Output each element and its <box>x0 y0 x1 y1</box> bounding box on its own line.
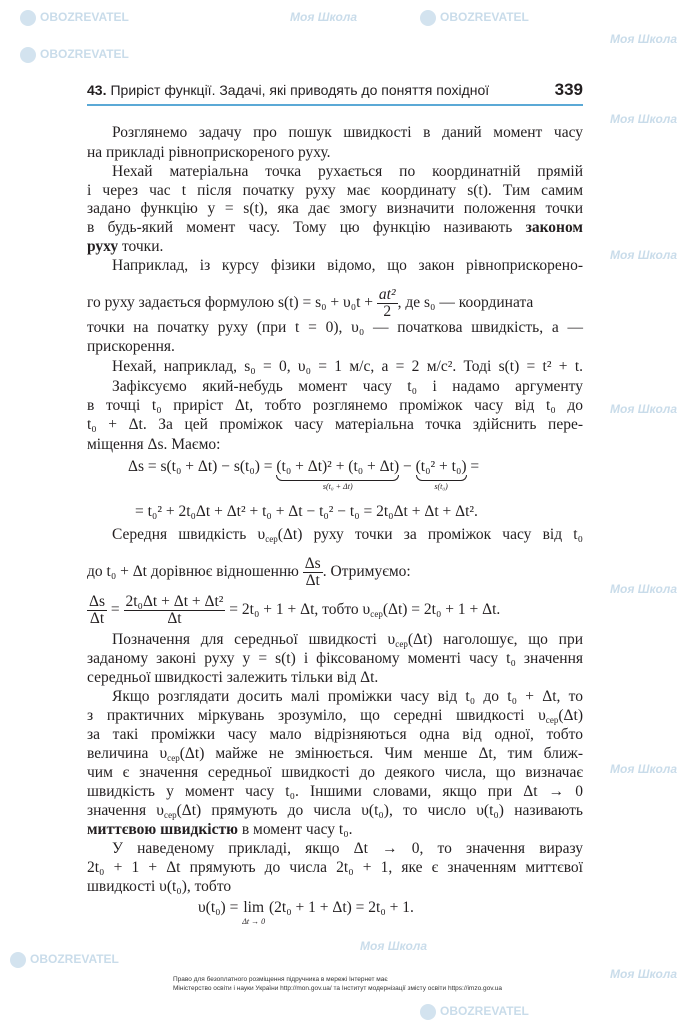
text: , де s₀ — координата <box>397 294 534 312</box>
watermark: Моя Школа <box>360 939 428 953</box>
text-line: t₀ + Δt. За цей проміжок часу матеріальна точка здійснить пере- <box>87 416 583 433</box>
watermark-text: OBOZREVATEL <box>440 1004 529 1018</box>
fraction <box>87 594 107 627</box>
watermark <box>20 8 129 26</box>
text: (Δt) руху точки за проміжок часу від t₀ <box>277 526 583 543</box>
denominator: Δt <box>167 610 182 627</box>
fraction <box>124 594 226 627</box>
text-line <box>87 238 583 256</box>
text: Позначення для середньої швидкості υ <box>112 631 396 648</box>
text-line: швидкість у момент часу t₀. Іншими словами, якщо при Δt → 0 <box>87 783 583 800</box>
term-bold: руху <box>87 238 119 255</box>
text: = 2t₀ + 1 + Δt, тобто υ <box>225 601 371 619</box>
text: (Δt) наголошує, що при <box>407 631 583 648</box>
text-line: Зафіксуємо який-небудь момент часу t₀ і надамо аргументу <box>112 378 583 395</box>
text-line: на прикладі рівноприскореного руху. <box>87 144 331 161</box>
watermark: Моя Школа <box>610 112 678 126</box>
subscript: сер <box>370 609 383 620</box>
text-line: чим є значення середньої швидкості до деякого числа, що визначає <box>87 764 583 781</box>
text: в будь-який момент часу. Тому цю функцію називають <box>87 219 526 236</box>
running-header <box>87 81 583 99</box>
formula-expansion: = t₀² + 2t₀Δt + Δt² + t₀ + Δt − t₀² − t₀ = 2t₀Δt + Δt + Δt². <box>135 503 478 520</box>
numerator: 2t₀Δt + Δt + Δt² <box>125 593 224 610</box>
text: з практичних міркувань зрозуміло, що середні швидкості υ <box>87 707 546 724</box>
lim-text: lim <box>243 899 264 916</box>
watermark <box>10 950 119 968</box>
text: (Δt) <box>558 707 583 724</box>
text: = <box>466 458 480 475</box>
text-line: Розглянемо задачу про пошук швидкості в даний момент часу <box>112 124 583 141</box>
page-number: 339 <box>554 80 583 99</box>
header-rule <box>87 104 583 106</box>
term-bold: законом <box>525 219 583 236</box>
numerator: Δs <box>304 555 321 572</box>
text-line: і через час t після початку руху має координату s(t). Тим самим <box>87 182 583 199</box>
footer-line: Міністерство освіти і науки України http://mon.gov.ua/ та Інститут модернізації змісту освіти https://imzo.gov.ua <box>173 985 503 992</box>
text: (Δt) = 2t₀ + 1 + Δt. <box>382 601 501 619</box>
text-line: Якщо розглядати досить малі проміжки часу від t₀ до t₀ + Δt, то <box>112 688 583 705</box>
text: величина υ <box>87 745 168 762</box>
term-bold: миттєвою швидкістю <box>87 821 238 838</box>
text: . Отримуємо: <box>322 563 411 581</box>
text: го руху задається формулою s(t) = s₀ + υ₀t + <box>87 294 377 312</box>
watermark-logo-icon <box>10 952 26 968</box>
text-line-formula <box>87 556 583 589</box>
watermark: Моя Школа <box>610 762 678 776</box>
denominator: Δt <box>89 610 105 627</box>
subscript: сер <box>395 639 408 649</box>
text: в момент часу t₀. <box>237 821 353 838</box>
text-line: швидкості υ(t₀), тобто <box>87 878 232 895</box>
denominator: 2 <box>383 303 392 320</box>
watermark-logo-icon <box>420 10 436 26</box>
underbrace <box>276 458 400 491</box>
watermark-text: OBOZREVATEL <box>40 47 129 61</box>
brace-mark <box>276 475 399 481</box>
fraction <box>303 556 323 589</box>
watermark: Моя Школа <box>610 248 678 262</box>
text-line <box>112 526 583 544</box>
text-line <box>87 745 583 763</box>
subscript: сер <box>265 534 278 544</box>
text-line: середньої швидкості залежить тільки від Δt. <box>87 669 379 686</box>
watermark-text: OBOZREVATEL <box>40 10 129 24</box>
text: до t₀ + Δt дорівнює відношенню <box>87 563 303 581</box>
text: точки. <box>118 238 164 255</box>
text-line <box>87 802 583 820</box>
text-line <box>87 707 583 725</box>
watermark: Моя Школа <box>610 402 678 416</box>
subscript: сер <box>163 810 177 820</box>
limit <box>242 899 265 926</box>
text-line: точки на початку руху (при t = 0), υ₀ — початкова швидкість, a — <box>87 319 583 336</box>
section-title: Приріст функції. Задачі, які приводять до поняття похідної <box>110 82 490 98</box>
watermark-logo-icon <box>20 47 36 63</box>
text-line: Нехай, наприклад, s₀ = 0, υ₀ = 1 м/с, a = 2 м/с². Тоді s(t) = t² + t. <box>112 358 583 375</box>
text-line: заданому законі руху y = s(t) і фіксованому моменті часу t₀ значення <box>87 650 583 667</box>
text: (t₀ + Δt)² + (t₀ + Δt) <box>276 458 400 475</box>
formula-average-speed: $\frac{\Delta s}{\Delta t}$ = $\frac{\text{2t₀Δt + Δt + Δt²}}{\Delta t}$ = 2t₀ + 1 + Δt, тобто $\upsilon_{сер}(\Delta t) = 2t_0 + 1 + \Delta t$. <box>89 593 501 627</box>
text-line: Наприклад, із курсу фізики відомо, що закон рівноприскорено- <box>112 257 583 274</box>
watermark: Моя Школа <box>290 10 358 24</box>
underbrace <box>415 458 467 491</box>
brace-mark <box>416 475 467 481</box>
fraction <box>377 287 398 320</box>
text-line-formula <box>87 287 583 320</box>
numerator: Δs <box>89 593 105 610</box>
lim-subscript: Δt → 0 <box>242 917 266 926</box>
underbrace-label: s(t₀ + Δt) <box>322 482 353 491</box>
watermark: Моя Школа <box>610 582 678 596</box>
text: υ(t₀) = <box>198 899 243 916</box>
text: (2t₀ + 1 + Δt) = 2t₀ + 1. <box>265 899 414 916</box>
text: (Δt) прямують до числа υ(t₀), то число υ(t₀) називають <box>176 802 583 819</box>
text-line: міщення Δs. Маємо: <box>87 436 221 453</box>
watermark-logo-icon <box>420 1004 436 1020</box>
text-line <box>87 821 583 839</box>
watermark: Моя Школа <box>610 967 678 981</box>
footer-line: Право для безоплатного розміщення підручника в мережі Інтернет має <box>173 976 388 983</box>
text: Середня швидкість υ <box>112 526 266 543</box>
text-line: Нехай матеріальна точка рухається по координатній прямій <box>112 163 583 180</box>
text-line: в точці t₀ приріст Δt, тобто розглянемо проміжок часу від t₀ до <box>87 397 583 414</box>
text-line <box>87 219 583 237</box>
text: (Δt) майже не змінюється. Чим менше Δt, тим ближ- <box>179 745 584 762</box>
underbrace-label: s(t₀) <box>434 482 448 491</box>
text-line: У наведеному прикладі, якщо Δt → 0, то значення виразу <box>112 840 583 857</box>
text: (t₀² + t₀) <box>415 458 467 475</box>
watermark: Моя Школа <box>610 32 678 46</box>
text-line: прискорення. <box>87 338 175 355</box>
numerator: at² <box>378 286 396 303</box>
watermark-logo-icon <box>20 10 36 26</box>
text-line: за такі проміжки часу мало відрізняються одна від одної, тобто <box>87 726 583 743</box>
text-line: задано функцію y = s(t), яка дає змогу визначити положення точки <box>87 200 583 217</box>
formula-delta-s <box>128 458 480 491</box>
watermark <box>20 45 129 63</box>
text: − <box>399 458 416 475</box>
watermark-text: OBOZREVATEL <box>440 10 529 24</box>
text-line: 2t₀ + 1 + Δt прямують до числа 2t₀ + 1, яке є значенням миттєвої <box>87 859 583 876</box>
text: Δs = s(t₀ + Δt) − s(t₀) = <box>128 458 277 475</box>
formula-instant-speed <box>198 899 414 926</box>
watermark <box>420 8 529 26</box>
section-number: 43. <box>87 82 107 98</box>
watermark-text: OBOZREVATEL <box>30 952 119 966</box>
subscript: сер <box>167 753 180 763</box>
subscript: сер <box>545 715 559 725</box>
denominator: Δt <box>305 572 320 589</box>
footer-notice <box>173 975 502 993</box>
text: значення υ <box>87 802 164 819</box>
watermark <box>420 1002 529 1020</box>
text-line <box>112 631 583 649</box>
